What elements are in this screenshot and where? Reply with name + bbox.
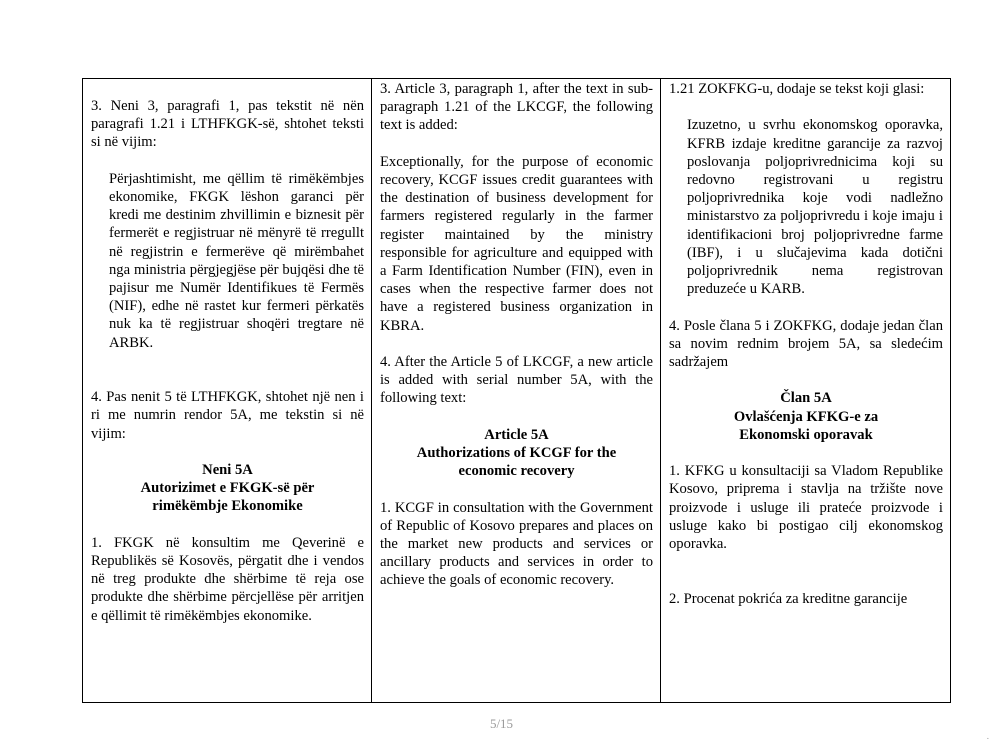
albanian-article-subtitle: Autorizimet e FKGK-së për rimëkëmbje Ekonomike	[140, 480, 315, 515]
serbian-point-4: 4. Posle člana 5 i ZOKFKG, dodaje jedan član sa novim rednim brojem 5A, sa sledećim sadržajem	[669, 317, 943, 371]
table-row	[83, 79, 951, 703]
english-quote: Exceptionally, for the purpose of economic recovery, KCGF issues credit guarantees with the destination of business development for farmers registered regularly in the farmer register maintained by the ministry responsible for agriculture and equipped with a Farm Identification Number (FIN), even in cases when the respective farmer does not have a registered business organization in KBRA.	[380, 153, 653, 334]
albanian-article-heading	[91, 461, 364, 516]
english-article-heading	[380, 426, 653, 481]
serbian-article-title: Član 5A	[780, 390, 832, 407]
english-article-title: Article 5A	[484, 426, 549, 443]
serbian-paragraph-1: 1. KFKG u konsultaciji sa Vladom Republike Kosovo, priprema i stavlja na tržište nove proizvode i usluge ili prateće proizvode i usluge kako bi postigao cilj ekonomskog oporavka.	[669, 463, 943, 553]
albanian-point-4: 4. Pas nenit 5 të LTHFKGK, shtohet një nen i ri me numrin rendor 5A, me tekstin si në vijim:	[91, 389, 364, 442]
albanian-paragraph-1: 1. FKGK në konsultim me Qeverinë e Republikës së Kosovës, përgatit dhe i vendos në treg produkte dhe shërbime të reja ose produkte dhe shërbime përcjellëse për arritjen e qëllimit të rimëkëmbjes ekonomike.	[91, 534, 364, 624]
albanian-intro: 3. Neni 3, paragrafi 1, pas tekstit në nën paragrafi 1.21 i LTHFKGK-së, shtohet teksti si në vijim:	[91, 98, 364, 151]
serbian-paragraph-2: 2. Procenat pokrića za kreditne garancije	[669, 590, 908, 607]
english-paragraph-1: 1. KCGF in consultation with the Government of Republic of Kosovo prepares and places on the market new products and services or ancillary products and services in order to achieve the goals of economic recovery.	[380, 499, 653, 589]
english-article-subtitle: Authorizations of KCGF for the economic recovery	[416, 445, 617, 480]
albanian-article-title: Neni 5A	[202, 462, 253, 479]
serbian-article-subtitle: Ovlašćenja KFKG-e za Ekonomski oporavak	[733, 408, 879, 443]
english-column	[372, 79, 661, 703]
corner-mark: .	[986, 731, 989, 741]
albanian-quote: Përjashtimisht, me qëllim të rimëkëmbjes ekonomike, FKGK lëshon garanci për kredi me destinim zhvillimin e biznesit për fermerët e regjistruar në mënyrë të rregullt në regjistrin e fermerëve që mirëmbahet nga ministria përgjegjëse për bujqësi dhe të pajisur me Numër Identifikues të Fermës (NIF), edhe në rastet kur fermeri përkatës nuk ka të regjistruar shoqëri tregtare në ARBK.	[109, 170, 364, 351]
english-point-4: 4. After the Article 5 of LKCGF, a new article is added with serial number 5A, with the following text:	[380, 354, 653, 407]
english-intro: 3. Article 3, paragraph 1, after the text in sub-paragraph 1.21 of the LKCGF, the following text is added:	[380, 81, 653, 134]
serbian-intro: 1.21 ZOKFKG-u, dodaje se tekst koji glasi:	[669, 81, 925, 97]
serbian-column	[661, 79, 951, 703]
albanian-column	[83, 79, 372, 703]
serbian-quote: Izuzetno, u svrhu ekonomskog oporavka, KFRB izdaje kreditne garancije za razvoj poslovanja poljoprivrednicima koji su redovno registrovani u registru poljoprivrednika koje vodi nadležno ministarstvo za poljoprivredu i koje imaju i identifikacioni broj poljoprivredne farme (IBF), i u slučajevima kada dotični poljoprivrednik nema registrovan preduzeće u KARB.	[687, 117, 943, 298]
trilingual-law-table	[82, 78, 951, 703]
serbian-article-heading	[669, 389, 943, 444]
page-number: 5/15	[489, 716, 514, 731]
